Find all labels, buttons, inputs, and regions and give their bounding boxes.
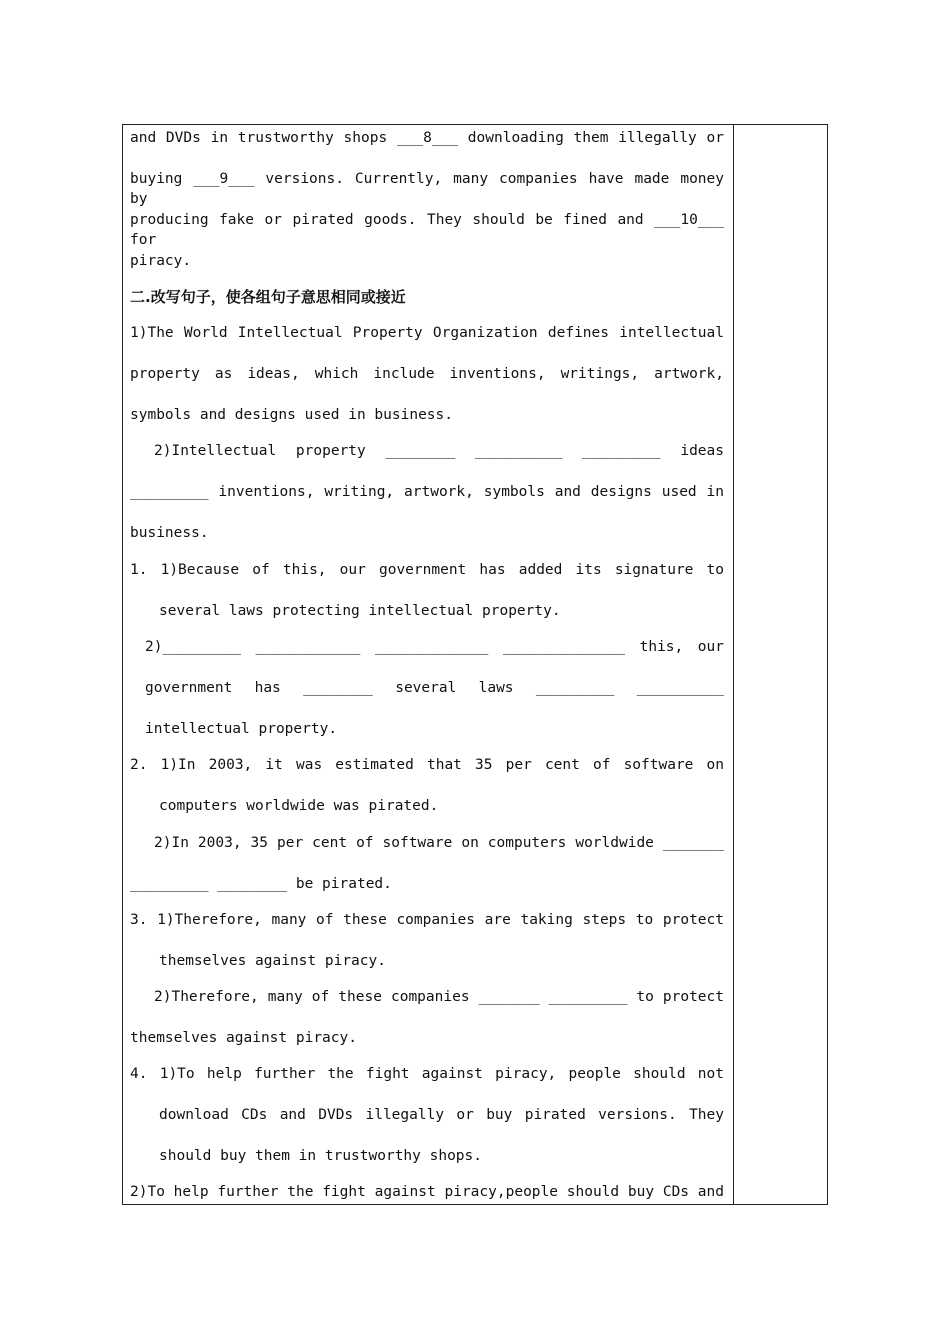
- sentence-line: 3. 1)Therefore, many of these companies are taking steps to protect: [130, 912, 724, 928]
- rewrite-line: _________ ________ be pirated.: [130, 876, 392, 892]
- passage-line: and DVDs in trustworthy shops ___8___ downloading them illegally or: [130, 130, 724, 146]
- sentence-line: themselves against piracy.: [159, 953, 386, 969]
- sentence-line: should buy them in trustworthy shops.: [159, 1148, 483, 1164]
- rewrite-line: intellectual property.: [145, 721, 338, 737]
- sentence-line: 1)The World Intellectual Property Organization defines intellectual: [130, 325, 724, 341]
- sentence-line: download CDs and DVDs illegally or buy pirated versions. They: [159, 1107, 724, 1123]
- table-column-divider: [733, 124, 734, 1205]
- rewrite-line: 2)Intellectual property ________ __________ _________ ideas: [154, 443, 724, 459]
- sentence-line: symbols and designs used in business.: [130, 407, 454, 423]
- section-heading: 二.改写句子，使各组句子意思相同或接近: [130, 288, 406, 306]
- rewrite-line: government has ________ several laws _________ __________: [145, 680, 724, 696]
- sentence-line: property as ideas, which include inventions, writings, artwork,: [130, 366, 724, 382]
- sentence-line: 1. 1)Because of this, our government has added its signature to: [130, 562, 724, 578]
- sentence-line: 2. 1)In 2003, it was estimated that 35 per cent of software on: [130, 757, 724, 773]
- sentence-line: 4. 1)To help further the fight against piracy, people should not: [130, 1066, 724, 1082]
- rewrite-line: 2)To help further the fight against piracy,people should buy CDs and: [130, 1184, 724, 1200]
- sentence-line: several laws protecting intellectual property.: [159, 603, 561, 619]
- rewrite-line: 2)Therefore, many of these companies _______ _________ to protect: [154, 989, 724, 1005]
- rewrite-line: themselves against piracy.: [130, 1030, 357, 1046]
- passage-line: buying ___9___ versions. Currently, many companies have made money by: [130, 171, 724, 207]
- passage-line: piracy.: [130, 253, 192, 269]
- sentence-line: computers worldwide was pirated.: [159, 798, 439, 814]
- rewrite-line: _________ inventions, writing, artwork, symbols and designs used in: [130, 484, 724, 500]
- rewrite-line: business.: [130, 525, 209, 541]
- rewrite-line: 2)In 2003, 35 per cent of software on computers worldwide _______: [154, 835, 724, 851]
- rewrite-line: 2)_________ ____________ _____________ ______________ this, our: [145, 639, 724, 655]
- passage-line: producing fake or pirated goods. They should be fined and ___10___ for: [130, 212, 724, 248]
